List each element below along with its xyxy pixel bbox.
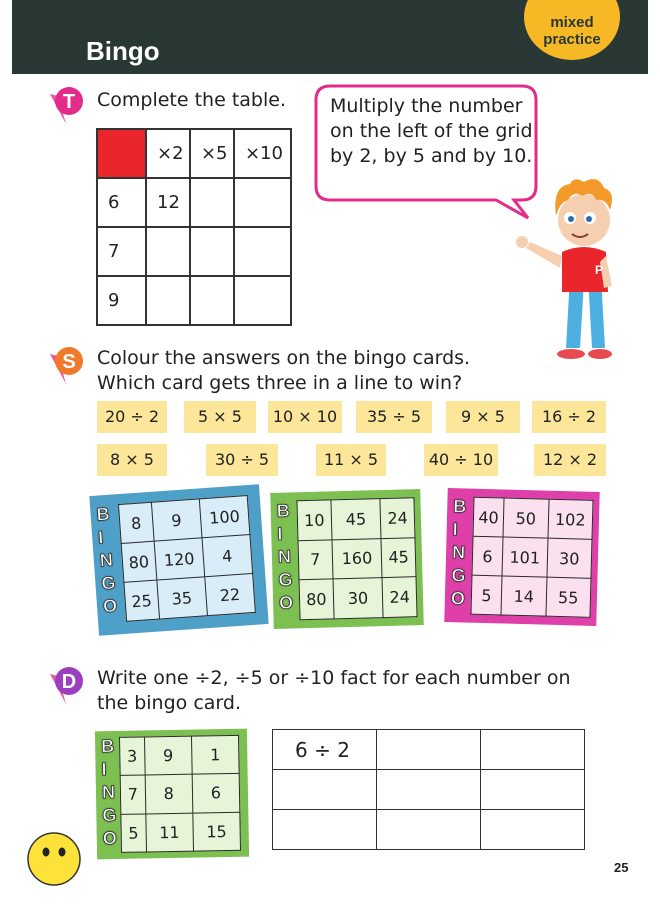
bingo-letter: G bbox=[102, 804, 117, 826]
bingo-card-pink bbox=[444, 488, 599, 626]
bingo-cell: 3 bbox=[120, 737, 145, 776]
bingo-cell: 35 bbox=[156, 577, 207, 619]
bingo-letter: I bbox=[452, 519, 458, 540]
smiley-face-icon bbox=[26, 830, 82, 888]
bingo-card-green bbox=[270, 489, 424, 629]
section-t-instruction: Complete the table. bbox=[97, 89, 286, 111]
bingo-cell: 9 bbox=[151, 499, 202, 541]
answer-cell[interactable] bbox=[377, 730, 481, 770]
bingo-cell: 40 bbox=[473, 497, 504, 537]
section-d-instruction-line-2: the bingo card. bbox=[97, 692, 241, 714]
answer-cell bbox=[190, 276, 234, 325]
calculation-chip: 30 ÷ 5 bbox=[206, 444, 278, 476]
bingo-letter: I bbox=[101, 759, 107, 780]
bingo-cell: 80 bbox=[121, 541, 156, 582]
bingo-cell: 11 bbox=[146, 813, 194, 852]
bingo-letter: B bbox=[100, 736, 115, 757]
section-t-letter: T bbox=[62, 91, 76, 113]
times-table bbox=[96, 128, 292, 326]
answer-cell bbox=[146, 276, 190, 325]
page-number: 25 bbox=[614, 860, 629, 875]
calculation-chip: 35 ÷ 5 bbox=[356, 401, 432, 433]
bingo-letter: O bbox=[102, 595, 118, 617]
bingo-letter: N bbox=[101, 781, 116, 803]
page-title: Bingo bbox=[86, 36, 160, 66]
bingo-cell: 14 bbox=[501, 576, 546, 616]
bingo-letter: O bbox=[278, 592, 294, 613]
bingo-cell: 5 bbox=[471, 575, 502, 615]
answer-cell: 12 bbox=[146, 178, 190, 227]
svg-text:P: P bbox=[595, 263, 604, 277]
bingo-cell: 7 bbox=[120, 775, 145, 814]
bingo-card-blue bbox=[89, 484, 268, 636]
bingo-cell: 24 bbox=[382, 577, 417, 618]
bingo-cell: 102 bbox=[548, 499, 593, 539]
bingo-cell: 100 bbox=[199, 496, 250, 538]
bingo-cell: 45 bbox=[331, 499, 382, 540]
division-facts-table bbox=[272, 729, 585, 850]
header-cell: ×5 bbox=[190, 129, 234, 178]
bingo-cell: 160 bbox=[332, 538, 383, 579]
section-d-instruction-line-1: Write one ÷2, ÷5 or ÷10 fact for each number on bbox=[97, 667, 571, 689]
calculation-chip: 10 × 10 bbox=[268, 401, 342, 433]
bingo-cell: 6 bbox=[472, 536, 503, 576]
badge-label: mixed practice bbox=[543, 14, 601, 48]
bingo-letter: G bbox=[278, 569, 293, 590]
header-corner-cell bbox=[97, 129, 146, 178]
bingo-letter: I bbox=[97, 527, 104, 548]
bingo-cell: 1 bbox=[191, 735, 239, 774]
bingo-cell: 22 bbox=[205, 573, 256, 615]
calculation-chip: 5 × 5 bbox=[184, 401, 256, 433]
bingo-cell: 7 bbox=[298, 540, 333, 581]
bingo-cell: 80 bbox=[299, 579, 334, 620]
calculation-chip: 16 ÷ 2 bbox=[532, 401, 606, 433]
answer-cell[interactable]: 6 ÷ 2 bbox=[273, 730, 377, 770]
bingo-letter: B bbox=[276, 500, 290, 521]
bingo-cell: 6 bbox=[192, 774, 240, 813]
bingo-letter: B bbox=[453, 496, 467, 517]
calculation-chip: 9 × 5 bbox=[446, 401, 520, 433]
bingo-letter: B bbox=[95, 503, 111, 525]
boy-character-illustration bbox=[508, 176, 620, 362]
bingo-letter: G bbox=[451, 565, 466, 586]
bingo-card-green-d bbox=[95, 729, 249, 860]
bingo-letters bbox=[276, 499, 293, 614]
answer-cell[interactable] bbox=[377, 770, 481, 810]
bingo-cell: 4 bbox=[202, 534, 253, 576]
bingo-cell: 45 bbox=[381, 537, 416, 578]
bingo-letter: N bbox=[277, 546, 292, 567]
answer-cell bbox=[234, 276, 291, 325]
bingo-letter: G bbox=[100, 572, 117, 594]
calculation-chip: 20 ÷ 2 bbox=[97, 401, 167, 433]
answer-cell bbox=[234, 227, 291, 276]
answer-cell[interactable] bbox=[481, 770, 585, 810]
section-s-instruction-line-1: Colour the answers on the bingo cards. bbox=[97, 347, 471, 369]
bingo-cell: 9 bbox=[144, 736, 192, 775]
bingo-cell: 50 bbox=[503, 498, 548, 538]
bingo-cell: 120 bbox=[154, 538, 205, 580]
calculation-chip: 11 × 5 bbox=[316, 444, 386, 476]
answer-cell[interactable] bbox=[377, 810, 481, 850]
bingo-grid bbox=[470, 497, 593, 618]
section-d-marker-icon bbox=[44, 664, 88, 708]
bingo-cell: 15 bbox=[193, 812, 241, 851]
bingo-cell: 30 bbox=[547, 538, 592, 578]
section-s-instruction-line-2: Which card gets three in a line to win? bbox=[97, 372, 463, 394]
bingo-letter: I bbox=[277, 523, 283, 544]
calculation-chip: 8 × 5 bbox=[97, 444, 167, 476]
answer-cell bbox=[234, 178, 291, 227]
row-label-cell: 6 bbox=[97, 178, 146, 227]
calculation-chip: 12 × 2 bbox=[534, 444, 606, 476]
bingo-letter: N bbox=[451, 542, 466, 563]
answer-cell[interactable] bbox=[481, 730, 585, 770]
section-s-letter: S bbox=[62, 351, 76, 373]
speech-bubble-text: Multiply the number on the left of the grid by 2, by 5 and by 10. bbox=[330, 95, 533, 167]
bingo-cell: 24 bbox=[380, 498, 415, 539]
header-cell: ×2 bbox=[146, 129, 190, 178]
answer-cell bbox=[190, 227, 234, 276]
bingo-grid bbox=[118, 495, 256, 622]
bingo-cell: 8 bbox=[145, 774, 193, 813]
answer-cell bbox=[146, 227, 190, 276]
answer-cell[interactable] bbox=[273, 770, 377, 810]
row-label-cell: 9 bbox=[97, 276, 146, 325]
answer-cell bbox=[190, 178, 234, 227]
bingo-grid bbox=[119, 735, 241, 853]
bingo-letter: N bbox=[99, 549, 114, 571]
answer-cell[interactable] bbox=[273, 810, 377, 850]
header-cell: ×10 bbox=[234, 129, 291, 178]
answer-cell[interactable] bbox=[481, 810, 585, 850]
bingo-letters bbox=[101, 735, 117, 850]
bingo-cell: 8 bbox=[118, 502, 153, 543]
bingo-cell: 30 bbox=[333, 578, 384, 619]
bingo-letters bbox=[451, 495, 468, 610]
section-t-marker-icon bbox=[44, 84, 88, 128]
calculation-chip: 40 ÷ 10 bbox=[424, 444, 498, 476]
bingo-letter: O bbox=[102, 827, 117, 849]
bingo-grid bbox=[296, 497, 417, 620]
section-d-letter: D bbox=[61, 671, 77, 693]
bingo-cell: 55 bbox=[545, 577, 590, 617]
bingo-cell: 101 bbox=[502, 537, 547, 577]
section-s-marker-icon bbox=[44, 344, 88, 388]
bingo-cell: 25 bbox=[124, 580, 159, 621]
row-label-cell: 7 bbox=[97, 227, 146, 276]
bingo-cell: 5 bbox=[121, 814, 146, 853]
bingo-letter: O bbox=[450, 588, 466, 609]
bingo-cell: 10 bbox=[297, 500, 332, 541]
